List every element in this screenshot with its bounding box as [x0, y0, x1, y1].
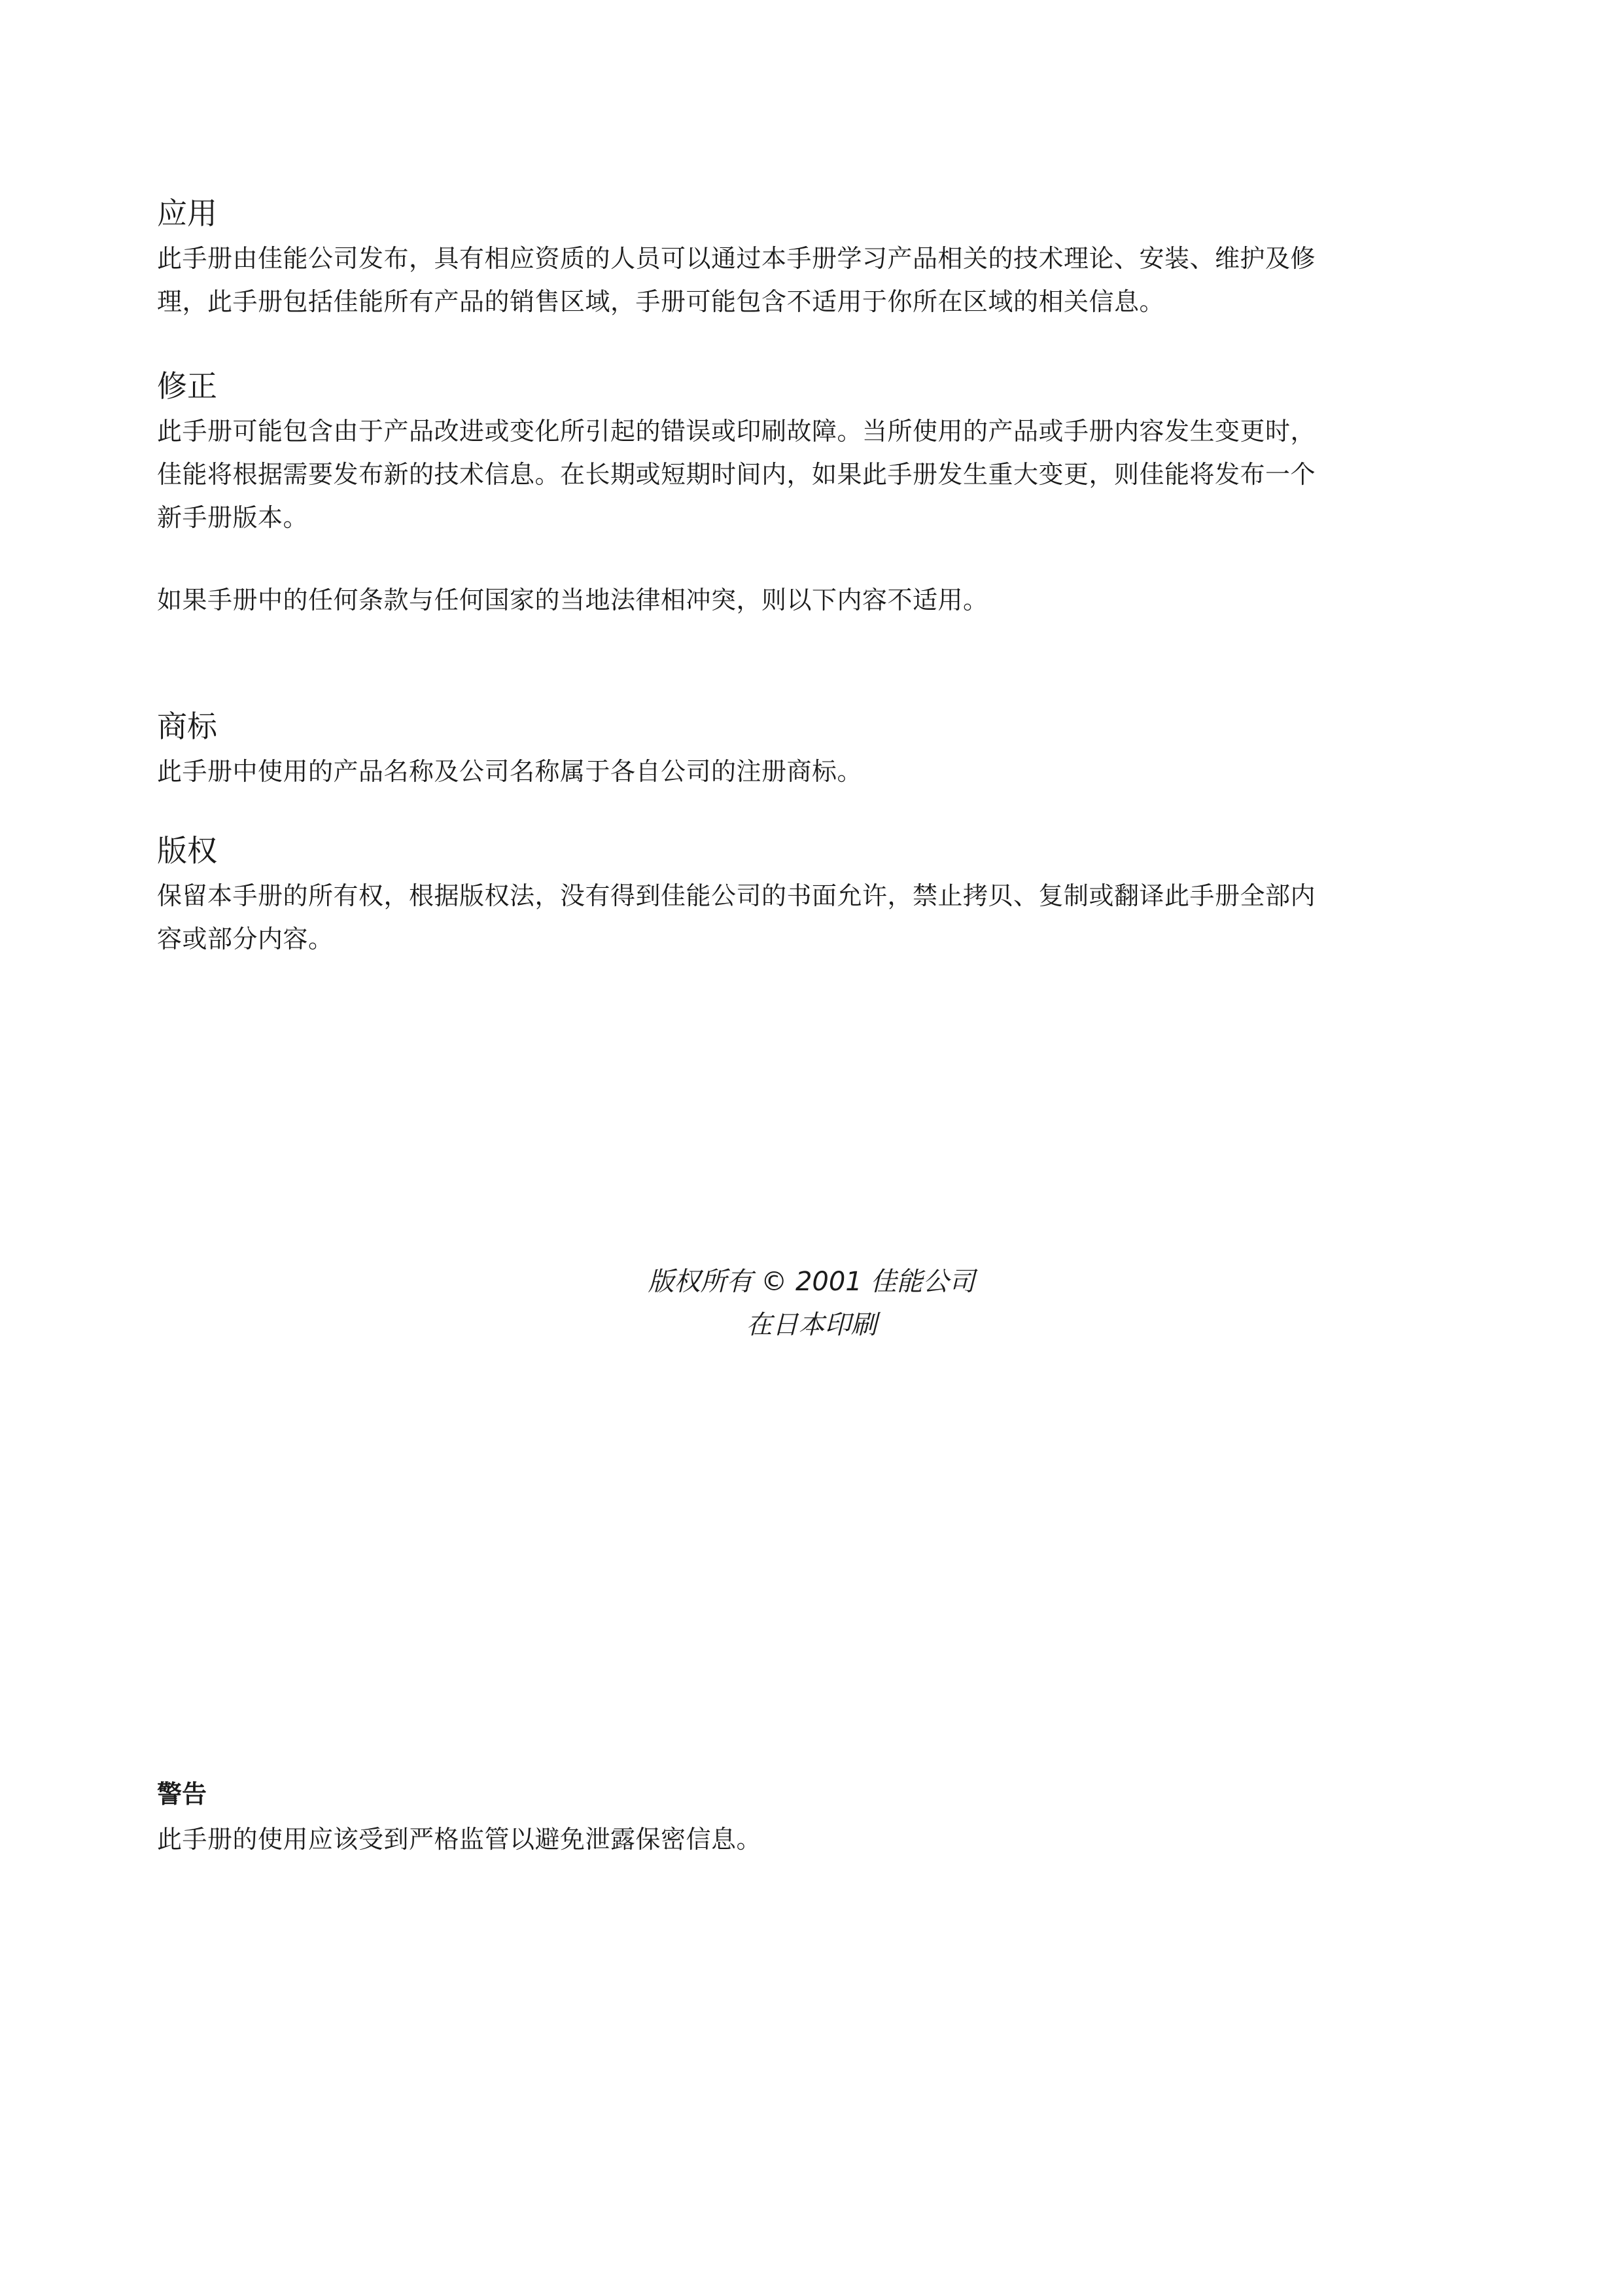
section-body-correction — [157, 410, 1478, 539]
body-line: 此手册由佳能公司发布，具有相应资质的人员可以通过本手册学习产品相关的技术理论、安装、维护及修 — [157, 244, 1316, 273]
printed-in-japan-line: 在日本印刷 — [746, 1310, 877, 1340]
body-line: 理，此手册包括佳能所有产品的销售区域，手册可能包含不适用于你所在区域的相关信息。 — [157, 287, 1165, 316]
legal-note: 如果手册中的任何条款与任何国家的当地法律相冲突，则以下内容不适用。 — [157, 586, 988, 614]
section-body-application — [157, 237, 1478, 323]
body-line: 新手册版本。 — [157, 503, 309, 532]
section-copyright — [157, 831, 1478, 961]
section-correction — [157, 366, 1478, 539]
body-line: 此手册可能包含由于产品改进或变化所引起的错误或印刷故障。当所使用的产品或手册内容发生变更时， — [157, 417, 1316, 446]
section-body-copyright — [157, 874, 1478, 961]
body-line: 佳能将根据需要发布新的技术信息。在长期或短期时间内，如果此手册发生重大变更，则佳能将发布一个 — [157, 460, 1316, 489]
body-line: 此手册的使用应该受到严格监管以避免泄露保密信息。 — [157, 1825, 762, 1854]
copyright-line: 版权所有 © 2001 佳能公司 — [648, 1267, 975, 1297]
section-title-application: 应用 — [157, 196, 217, 231]
section-title-correction: 修正 — [157, 368, 217, 404]
section-correction-note — [157, 578, 1478, 622]
section-application — [157, 194, 1478, 323]
section-body-trademark — [157, 750, 1478, 793]
body-line: 此手册中使用的产品名称及公司名称属于各自公司的注册商标。 — [157, 757, 863, 786]
section-warning — [157, 1775, 1478, 1861]
section-title-trademark: 商标 — [157, 709, 217, 744]
section-trademark — [157, 707, 1478, 793]
section-title-warning: 警告 — [157, 1780, 207, 1809]
section-title-copyright: 版权 — [157, 833, 217, 868]
copyright-notice — [0, 1260, 1623, 1347]
section-body-warning — [157, 1818, 1478, 1861]
body-line: 保留本手册的所有权，根据版权法，没有得到佳能公司的书面允许，禁止拷贝、复制或翻译此手册全部内 — [157, 881, 1316, 910]
body-line: 容或部分内容。 — [157, 925, 334, 953]
